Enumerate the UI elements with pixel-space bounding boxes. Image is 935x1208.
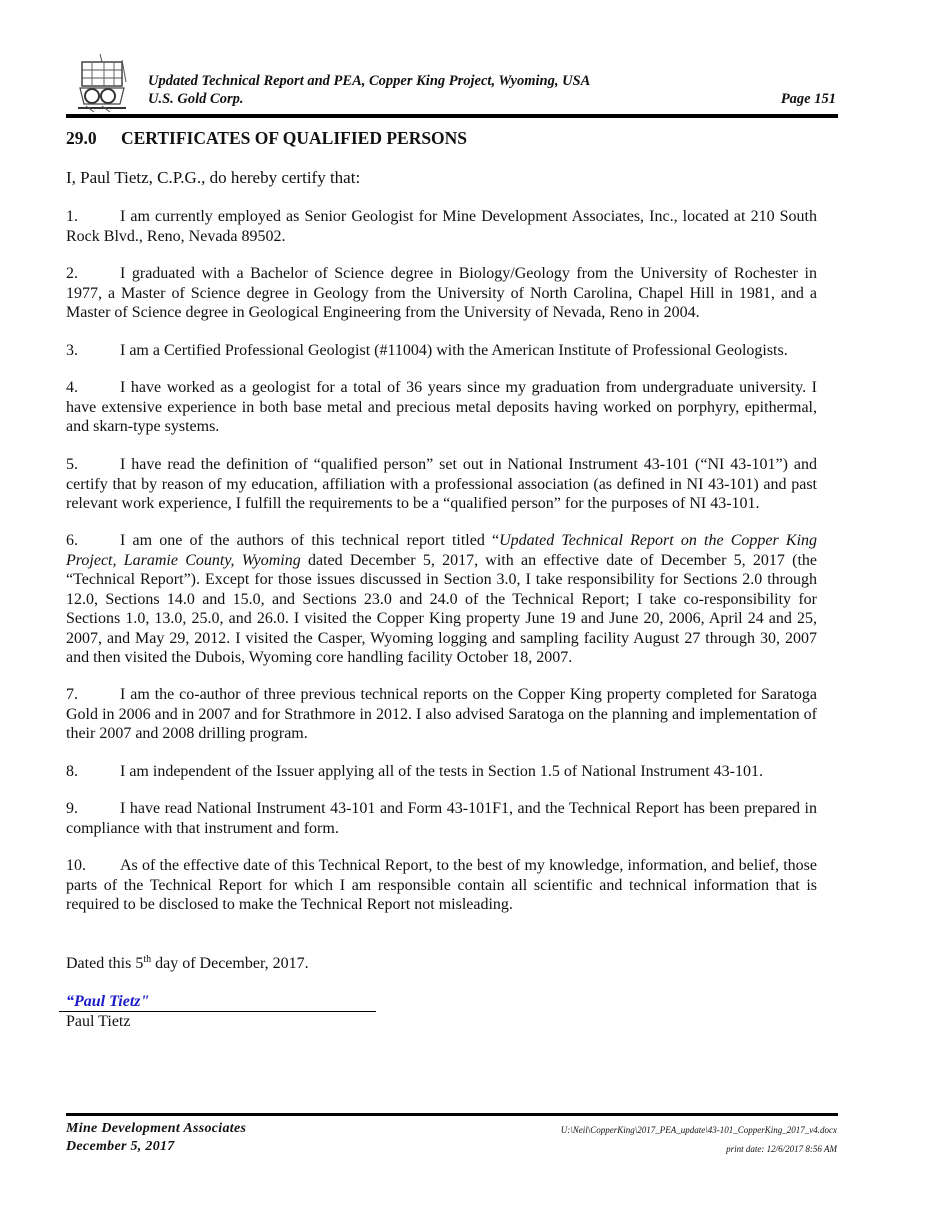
dated-ordinal: th: [143, 954, 152, 965]
paragraph-text: I have worked as a geologist for a total of 36 years since my graduation from undergraduate university. I have extensive experience in both base metal and precious metal deposits having worked on porphyry, epithermal, and skarn-type systems.: [66, 379, 817, 435]
paragraph-number: 7.: [66, 686, 78, 703]
header-divider: [66, 114, 838, 118]
dated-text: Dated this 5: [66, 955, 144, 972]
footer-print-date: print date: 12/6/2017 8:56 AM: [726, 1144, 837, 1154]
signatory-name: Paul Tietz: [66, 1013, 131, 1030]
page-header: [66, 52, 836, 118]
paragraph-text: I am currently employed as Senior Geologist for Mine Development Associates, Inc., located at 210 South Rock Blvd., Reno, Nevada 89502.: [66, 208, 817, 245]
section-heading: [66, 128, 467, 149]
certification-intro: I, Paul Tietz, C.P.G., do hereby certify that:: [66, 168, 361, 187]
report-title-italic: Updated Technical Report on the Copper King Project, Laramie County, Wyoming: [66, 532, 818, 569]
paragraph-6: [66, 531, 817, 668]
signature-line: [59, 1011, 376, 1012]
paragraph-number: 6.: [66, 532, 78, 549]
signature: “Paul Tietz": [66, 993, 150, 1010]
paragraph-text: I am independent of the Issuer applying all of the tests in Section 1.5 of National Instrument 43-101.: [120, 763, 763, 780]
footer-date: December 5, 2017: [66, 1139, 175, 1154]
paragraph-8: [66, 762, 817, 782]
dated-text-rest: day of December, 2017.: [151, 955, 309, 972]
section-number: 29.0: [66, 128, 97, 148]
paragraph-10: [66, 856, 817, 915]
page-number: Page 151: [780, 91, 836, 107]
paragraph-number: 2.: [66, 265, 78, 282]
paragraph-5: [66, 455, 817, 514]
paragraph-number: 3.: [66, 342, 78, 359]
paragraph-number: 5.: [66, 456, 78, 473]
paragraph-text-before: I am one of the authors of this technical report titled “: [120, 532, 500, 549]
paragraph-text: I am a Certified Professional Geologist (#11004) with the American Institute of Professional Geologists.: [120, 342, 788, 359]
report-title: Updated Technical Report and PEA, Copper King Project, Wyoming, USA: [148, 73, 591, 89]
dated-line: [66, 955, 309, 973]
paragraph-text: I am the co-author of three previous technical reports on the Copper King property completed for Saratoga Gold in 2006 and in 2007 and for Strathmore in 2012. I also advised Saratoga on the planning and implementation of their 2007 and 2008 drilling program.: [66, 686, 817, 742]
footer-company: Mine Development Associates: [66, 1121, 247, 1136]
footer-file-path: U:\Neil\CopperKing\2017_PEA_update\43-101_CopperKing_2017_v4.docx: [560, 1125, 837, 1135]
paragraph-text: I graduated with a Bachelor of Science degree in Biology/Geology from the University of Rochester in 1977, a Master of Science degree in Geology from the University of North Carolina, Chapel Hill in 1981, and a Master of Science degree in Geological Engineering from the University of Nevada, Reno in 2004.: [66, 265, 817, 321]
paragraph-9: [66, 799, 817, 838]
mining-machine-logo-icon: [72, 52, 134, 114]
section-title: CERTIFICATES OF QUALIFIED PERSONS: [121, 128, 468, 148]
paragraph-number: 4.: [66, 379, 78, 396]
paragraph-4: [66, 378, 817, 437]
paragraph-number: 9.: [66, 800, 78, 817]
paragraph-text: I have read National Instrument 43-101 and Form 43-101F1, and the Technical Report has been prepared in compliance with that instrument and form.: [66, 800, 817, 837]
paragraph-7: [66, 685, 817, 744]
company-name: U.S. Gold Corp.: [148, 91, 244, 107]
paragraph-text-after: dated December 5, 2017, with an effective date of December 5, 2017 (the “Technical Report”). Except for those issues discussed in Section 3.0, I take responsibility for Sections 2.0 through 12.0, Sections 14.0 and 15.0, and Sections 23.0 and 24.0 of the Technical Report; I take co-responsibility for Sections 1.0, 13.0, 25.0, and 26.0. I visited the Copper King property June 19 and June 20, 2006, April 24 and 25, 2007, and May 29, 2012. I visited the Casper, Wyoming logging and sampling facility August 27 through 30, 2007 and then visited the Dubois, Wyoming core handling facility October 18, 2007.: [66, 551, 817, 666]
paragraph-1: [66, 207, 817, 246]
paragraph-3: [66, 341, 817, 361]
paragraph-number: 8.: [66, 763, 78, 780]
paragraph-number: 1.: [66, 208, 78, 225]
paragraph-text: I have read the definition of “qualified person” set out in National Instrument 43-101 (“NI 43-101”) and certify that by reason of my education, affiliation with a professional association (as defined in NI 43-101) and past relevant work experience, I fulfill the requirements to be a “qualified person” for the purposes of NI 43-101.: [66, 456, 817, 512]
paragraph-number: 10.: [66, 857, 86, 874]
paragraph-2: [66, 264, 817, 323]
paragraph-text: As of the effective date of this Technical Report, to the best of my knowledge, information, and belief, those parts of the Technical Report for which I am responsible contain all scientific and technical information that is required to be disclosed to make the Technical Report not misleading.: [66, 857, 817, 913]
footer-divider: [66, 1113, 838, 1116]
